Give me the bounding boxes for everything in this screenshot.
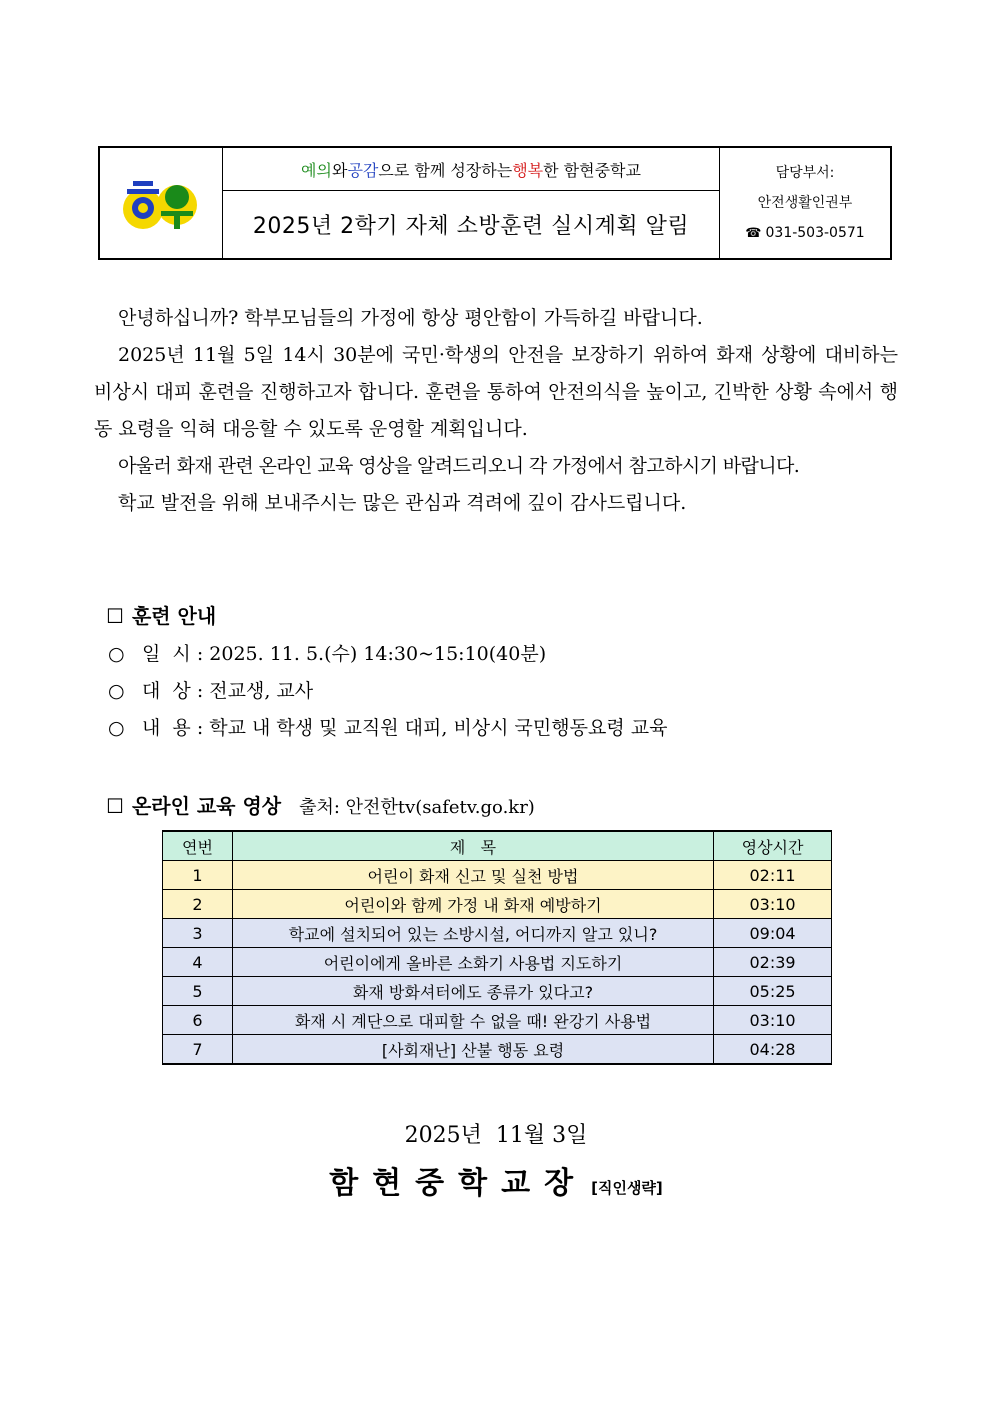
info-label: 대 상	[142, 680, 191, 702]
row-number: 6	[163, 1006, 233, 1035]
dept-label: 담당부서:	[775, 164, 835, 181]
slogan-part: 행복	[512, 160, 544, 180]
row-duration: 02:39	[714, 948, 832, 977]
checkbox-square-icon: ☐	[106, 794, 124, 818]
header-middle	[223, 148, 720, 258]
slogan	[223, 148, 719, 191]
row-duration: 03:10	[714, 890, 832, 919]
video-source: 출처: 안전한tv(safetv.go.kr)	[299, 797, 535, 818]
phone-line	[745, 218, 864, 249]
document-title: 2025년 2학기 자체 소방훈련 실시계획 알림	[252, 214, 690, 239]
row-number: 2	[163, 890, 233, 919]
info-row: ○ 일 시 : 2025. 11. 5.(수) 14:30~15:10(40분)	[108, 636, 667, 673]
row-title: [사회재난] 산불 행동 요령	[232, 1035, 713, 1065]
seal-note: [직인생략]	[591, 1179, 663, 1197]
row-title: 어린이에게 올바른 소화기 사용법 지도하기	[232, 948, 713, 977]
slogan-part: 으로 함께 성장하는	[378, 160, 513, 180]
header-box	[98, 146, 892, 260]
table-row	[163, 1006, 832, 1035]
intro-text	[94, 300, 898, 522]
circle-bullet-icon: ○	[108, 680, 125, 702]
video-table	[162, 830, 832, 1065]
training-section-title	[106, 600, 216, 629]
row-title: 어린이 화재 신고 및 실천 방법	[232, 861, 713, 890]
slogan-part: 한 함현중학교	[543, 160, 641, 180]
slogan-part: 예의	[301, 160, 332, 180]
row-duration: 03:10	[714, 1006, 832, 1035]
table-row	[163, 948, 832, 977]
info-label: 일 시	[142, 643, 191, 665]
info-value: 학교 내 학생 및 교직원 대피, 비상시 국민행동요령 교육	[209, 717, 668, 739]
info-value: 전교생, 교사	[209, 680, 314, 702]
school-logo	[121, 173, 201, 233]
issue-date: 2025년 11월 3일	[404, 1123, 588, 1148]
row-number: 3	[163, 919, 233, 948]
checkbox-square-icon: ☐	[106, 604, 124, 628]
row-duration: 04:28	[714, 1035, 832, 1065]
circle-bullet-icon: ○	[108, 643, 125, 665]
table-row	[163, 890, 832, 919]
row-number: 7	[163, 1035, 233, 1065]
principal-title: 함현중학교장	[329, 1166, 588, 1201]
video-section-title	[106, 790, 535, 819]
header-title: 제 목	[232, 831, 713, 861]
header-number: 연번	[163, 831, 233, 861]
intro-greeting: 안녕하십니까? 학부모님들의 가정에 항상 평안함이 가득하길 바랍니다.	[118, 307, 703, 329]
dept-name: 안전생활인권부	[757, 194, 853, 211]
table-header-row	[163, 831, 832, 861]
info-value: 2025. 11. 5.(수) 14:30~15:10(40분)	[209, 643, 547, 665]
table-row	[163, 919, 832, 948]
training-title: 훈련 안내	[131, 604, 217, 628]
circle-bullet-icon: ○	[108, 717, 125, 739]
row-number: 1	[163, 861, 233, 890]
row-title: 화재 방화셔터에도 종류가 있다고?	[232, 977, 713, 1006]
row-title: 화재 시 계단으로 대피할 수 없을 때! 완강기 사용법	[232, 1006, 713, 1035]
info-row: ○ 내 용 : 학교 내 학생 및 교직원 대피, 비상시 국민행동요령 교육	[108, 710, 667, 747]
telephone-icon: ☎	[745, 225, 762, 241]
logo-cell	[100, 148, 223, 258]
video-title: 온라인 교육 영상	[131, 794, 282, 818]
intro-paragraph: 2025년 11월 5일 14시 30분에 국민·학생의 안전을 보장하기 위하여 화재 상황에 대비하는 비상시 대피 훈련을 진행하고자 합니다. 훈련을 통하여 안전의식을 높이고, 긴박한 상황 속에서 행동 요령을 익혀 대응할 수 있도록 운영할 계획입니다.	[94, 344, 898, 440]
contact-info	[720, 148, 890, 258]
row-number: 4	[163, 948, 233, 977]
table-row	[163, 861, 832, 890]
row-title: 학교에 설치되어 있는 소방시설, 어디까지 알고 있니?	[232, 919, 713, 948]
header-duration: 영상시간	[714, 831, 832, 861]
phone-number: 031-503-0571	[765, 224, 865, 241]
row-duration: 05:25	[714, 977, 832, 1006]
slogan-part: 와	[331, 160, 348, 180]
table-row	[163, 1035, 832, 1065]
training-info	[108, 636, 667, 747]
info-row: ○ 대 상 : 전교생, 교사	[108, 673, 667, 710]
row-title: 어린이와 함께 가정 내 화재 예방하기	[232, 890, 713, 919]
signature-line	[0, 1158, 992, 1202]
row-duration: 02:11	[714, 861, 832, 890]
row-duration: 09:04	[714, 919, 832, 948]
slogan-part: 공감	[347, 160, 379, 180]
row-number: 5	[163, 977, 233, 1006]
info-label: 내 용	[142, 717, 191, 739]
intro-thanks: 학교 발전을 위해 보내주시는 많은 관심과 격려에 깊이 감사드립니다.	[118, 492, 687, 514]
table-row	[163, 977, 832, 1006]
intro-video-notice: 아울러 화재 관련 온라인 교육 영상을 알려드리오니 각 가정에서 참고하시기 바랍니다.	[118, 455, 800, 477]
